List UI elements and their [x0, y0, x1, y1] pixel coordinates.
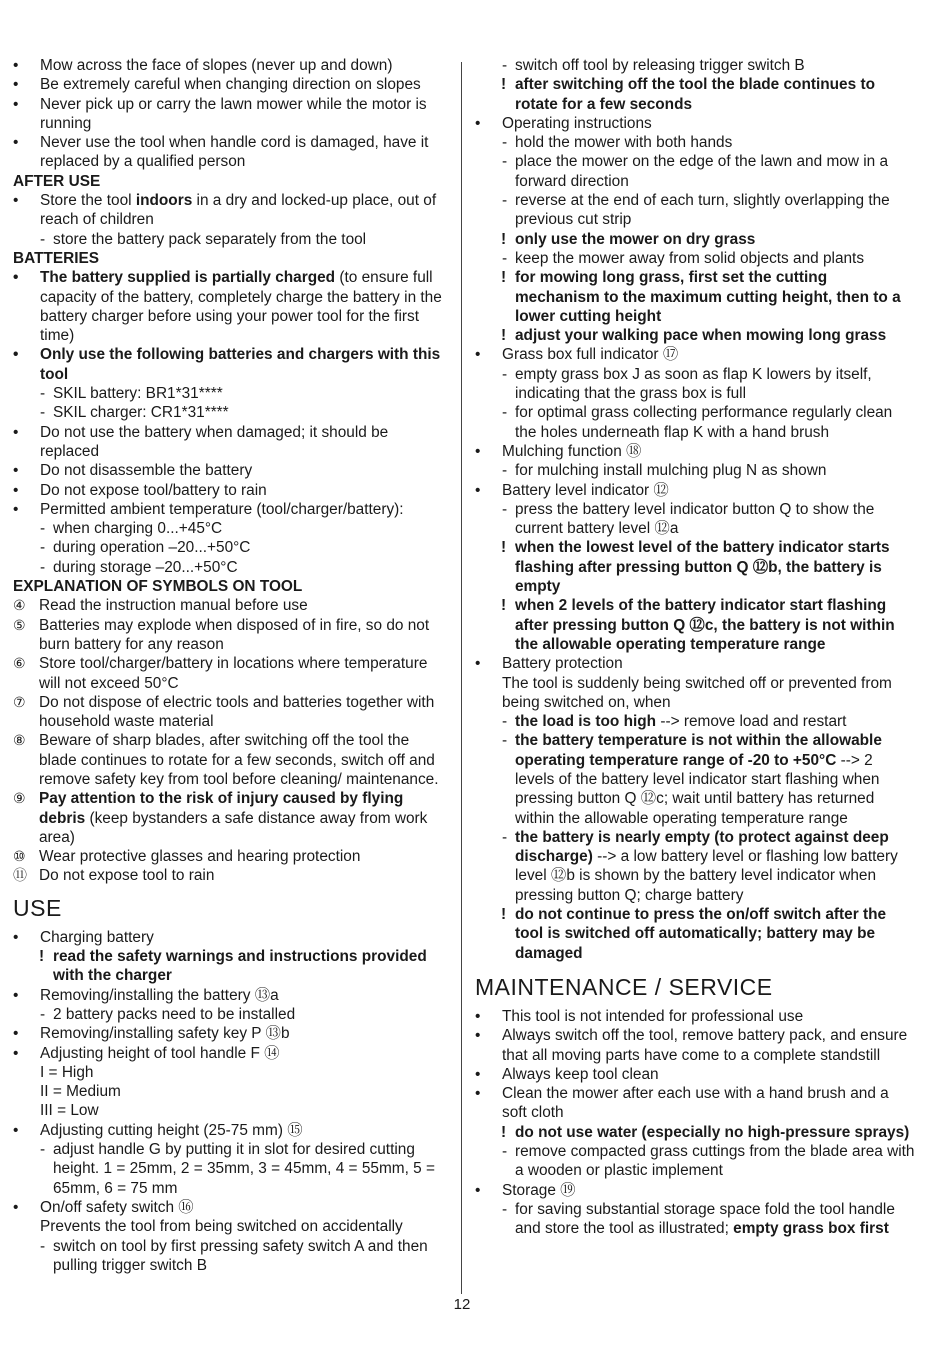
dash-icon: -	[40, 404, 46, 422]
bullet-item	[475, 114, 915, 133]
bullet-icon: •	[13, 1025, 19, 1043]
plain-text: III = Low	[40, 1102, 99, 1120]
bullet-item	[13, 461, 451, 480]
plain-text: Prevents the tool from being switched on accidentally	[40, 1218, 403, 1236]
bullet-icon: •	[475, 442, 481, 460]
dash-icon: -	[40, 520, 46, 538]
bullet-text: Never use the tool when handle cord is damaged, have it replaced by a qualified person	[40, 134, 429, 171]
bullet-item	[13, 345, 451, 384]
symbol-number-icon: ⑦	[13, 693, 26, 710]
bullet-item	[475, 1065, 915, 1084]
symbol-item	[13, 654, 451, 693]
symbol-item	[13, 693, 451, 732]
symbol-number-icon: ⑨	[13, 790, 26, 807]
bullet-text: in a dry and locked-up place, out of reach of children	[40, 192, 437, 229]
bullet-text: This tool is not intended for professional use	[502, 1007, 804, 1025]
dash-item	[475, 461, 915, 480]
bullet-icon: •	[13, 57, 19, 74]
dash-text: keep the mower away from solid objects and plants	[515, 249, 865, 267]
dash-item	[475, 712, 915, 731]
dash-text: switch on tool by first pressing safety switch A and then pulling trigger switch B	[53, 1237, 428, 1274]
dash-text: --> a low battery level or flashing low battery level ⑫b is shown by the battery level indicator when pressing button Q; charge battery	[515, 848, 898, 904]
warning-item	[13, 947, 451, 986]
dash-icon: -	[502, 828, 508, 846]
bold-text: empty grass box first	[733, 1220, 889, 1238]
dash-item	[475, 365, 915, 404]
symbol-number-icon: ⑥	[13, 655, 26, 672]
dash-icon: -	[40, 1141, 46, 1159]
warning-text: do not continue to press the on/off switch after the tool is switched off automatically; battery may be damaged	[515, 906, 887, 962]
dash-text: SKIL battery: BR1*31****	[53, 385, 223, 403]
bullet-text: Mow across the face of slopes (never up and down)	[40, 57, 393, 74]
bullet-item	[13, 56, 451, 75]
bullet-item	[475, 442, 915, 461]
dash-icon: -	[40, 539, 46, 557]
bullet-text: Do not use the battery when damaged; it should be replaced	[40, 423, 389, 460]
symbol-number-icon: ⑤	[13, 616, 26, 633]
dash-text: hold the mower with both hands	[515, 134, 733, 152]
bold-text: the battery temperature is not within the allowable operating temperature range of -20 to +50°C	[515, 732, 882, 769]
bullet-icon: •	[475, 1181, 481, 1199]
bullet-icon: •	[13, 1198, 19, 1216]
bullet-item	[13, 1024, 451, 1043]
bullet-item	[475, 1084, 915, 1123]
dash-item	[475, 1200, 915, 1239]
dash-item	[475, 500, 915, 539]
dash-text: switch off tool by releasing trigger switch B	[515, 57, 805, 74]
warning-text: read the safety warnings and instructions provided with the charger	[53, 948, 427, 985]
bullet-text: (to ensure full capacity of the battery, completely charge the battery in the battery charger before using your power tool for the first time)	[40, 269, 442, 345]
symbol-item	[13, 847, 451, 866]
bullet-item	[13, 928, 451, 947]
bullet-item	[13, 191, 451, 230]
dash-text: place the mower on the edge of the lawn and mow in a forward direction	[515, 153, 889, 190]
right-column	[475, 56, 915, 1239]
symbol-item	[13, 866, 451, 885]
warning-text: for mowing long grass, first set the cutting mechanism to the maximum cutting height, then to a lower cutting height	[515, 269, 901, 325]
dash-text: for optimal grass collecting performance regularly clean the holes underneath flap K with a hand brush	[515, 404, 893, 441]
section-heading-batteries: BATTERIES	[13, 249, 100, 267]
bullet-text: Always switch off the tool, remove battery pack, and ensure that all moving parts have come to a complete standstill	[502, 1027, 908, 1064]
dash-item	[13, 1140, 451, 1198]
bold-text: The battery supplied is partially charged	[40, 269, 336, 287]
warning-text: when the lowest level of the battery indicator starts flashing after pressing button Q ⑫b, the battery is empty	[515, 539, 890, 596]
bullet-icon: •	[13, 481, 19, 499]
symbol-number-icon: ⑪	[13, 867, 27, 884]
symbol-number-icon: ④	[13, 597, 26, 614]
bullet-text: Operating instructions	[502, 114, 652, 132]
exclamation-icon: !	[501, 327, 507, 345]
plain-text: II = Medium	[40, 1083, 121, 1101]
bullet-text: Permitted ambient temperature (tool/charger/battery):	[40, 500, 404, 518]
warning-text: only use the mower on dry grass	[515, 230, 756, 248]
plain-text: The tool is suddenly being switched off or prevented from being switched on, when	[502, 674, 892, 711]
bullet-item	[13, 481, 451, 500]
bullet-icon: •	[13, 95, 19, 113]
dash-item	[13, 519, 451, 538]
dash-item	[13, 230, 451, 249]
symbol-text: Store tool/charger/battery in locations where temperature will not exceed 50°C	[39, 655, 428, 692]
dash-text: for saving substantial storage space fold the tool handle and store the tool as illustrated;	[515, 1200, 895, 1238]
symbol-text: Wear protective glasses and hearing protection	[39, 848, 361, 866]
dash-text: for mulching install mulching plug N as shown	[515, 462, 827, 480]
warning-item	[475, 75, 915, 114]
dash-item	[13, 1237, 451, 1276]
bullet-icon: •	[13, 346, 19, 364]
dash-icon: -	[502, 1143, 508, 1161]
warning-item	[475, 1123, 915, 1142]
bullet-item	[13, 95, 451, 134]
dash-item	[13, 538, 451, 557]
bullet-text: Battery level indicator ⑫	[502, 481, 669, 499]
dash-item	[475, 1142, 915, 1181]
bullet-text: Never pick up or carry the lawn mower while the motor is running	[40, 95, 427, 132]
bold-text: Pay attention to the risk of injury caused by flying debris	[39, 790, 404, 827]
bullet-item	[13, 133, 451, 172]
dash-text: 2 battery packs need to be installed	[53, 1005, 296, 1023]
warning-item	[475, 268, 915, 326]
bullet-item	[13, 75, 451, 94]
bullet-icon: •	[475, 1065, 481, 1083]
bullet-icon: •	[475, 655, 481, 673]
bullet-icon: •	[475, 1085, 481, 1103]
dash-icon: -	[502, 134, 508, 152]
dash-icon: -	[40, 385, 46, 403]
dash-icon: -	[40, 558, 46, 576]
bullet-icon: •	[13, 134, 19, 152]
bullet-text: Grass box full indicator ⑰	[502, 346, 679, 364]
bullet-item	[13, 1121, 451, 1140]
exclamation-icon: !	[501, 906, 507, 924]
bullet-item	[475, 1026, 915, 1065]
bullet-icon: •	[475, 114, 481, 132]
symbol-item	[13, 789, 451, 847]
dash-icon: -	[40, 1237, 46, 1255]
dash-icon: -	[502, 249, 508, 267]
plain-text: I = High	[40, 1063, 94, 1081]
bold-text: the battery is nearly empty (to protect against deep discharge)	[515, 828, 889, 866]
dash-icon: -	[502, 404, 508, 422]
dash-text: SKIL charger: CR1*31****	[53, 404, 229, 422]
exclamation-icon: !	[501, 269, 507, 287]
dash-item	[475, 191, 915, 230]
exclamation-icon: !	[501, 1123, 507, 1141]
bullet-text: Store the tool	[40, 192, 136, 210]
dash-item	[475, 403, 915, 442]
symbol-text: Batteries may explode when disposed of in fire, so do not burn battery for any reason	[39, 616, 430, 653]
dash-item	[475, 56, 915, 75]
bullet-item	[13, 986, 451, 1005]
dash-text: --> remove load and restart	[656, 713, 847, 731]
bullet-text: Storage ⑲	[502, 1181, 576, 1199]
warning-text: adjust your walking pace when mowing long grass	[515, 327, 887, 345]
bullet-text: Adjusting height of tool handle F ⑭	[40, 1044, 280, 1062]
bullet-icon: •	[13, 1044, 19, 1062]
bullet-text: Mulching function ⑱	[502, 442, 642, 460]
dash-item	[13, 1005, 451, 1024]
dash-item	[13, 384, 451, 403]
bullet-text: Battery protection	[502, 655, 623, 673]
dash-text: empty grass box J as soon as flap K lowers by itself, indicating that the grass box is full	[515, 365, 872, 403]
dash-text: remove compacted grass cuttings from the blade area with a wooden or plastic implement	[515, 1143, 915, 1180]
bullet-text: Clean the mower after each use with a hand brush and a soft cloth	[502, 1085, 889, 1122]
bullet-icon: •	[475, 1027, 481, 1045]
dash-text: adjust handle G by putting it in slot for desired cutting height. 1 = 25mm, 2 = 35mm, 3 = 45mm, 4 = 55mm, 5 = 65mm, 6 = 75 mm	[53, 1141, 435, 1197]
dash-icon: -	[502, 500, 508, 518]
bullet-text: Always keep tool clean	[502, 1065, 659, 1083]
bullet-icon: •	[13, 462, 19, 480]
left-column	[13, 56, 451, 1275]
bullet-item	[475, 1007, 915, 1026]
bullet-icon: •	[475, 1007, 481, 1025]
dash-text: store the battery pack separately from the tool	[53, 230, 367, 248]
dash-text: --> 2 levels of the battery level indicator start flashing when pressing button Q ⑫c; wait until battery has returned within the allowable operating temperature range	[515, 751, 880, 827]
bullet-text: Removing/installing the battery ⑬a	[40, 986, 279, 1004]
dash-icon: -	[502, 153, 508, 171]
section-heading-use: USE	[13, 894, 62, 921]
page-number: 12	[453, 1296, 471, 1313]
symbol-item	[13, 731, 451, 789]
bold-text: Only use the following batteries and chargers with this tool	[40, 346, 441, 383]
bullet-icon: •	[13, 928, 19, 946]
column-divider	[461, 62, 462, 1294]
bullet-icon: •	[475, 481, 481, 499]
dash-icon: -	[502, 732, 508, 750]
bullet-icon: •	[13, 269, 19, 287]
symbol-text: (keep bystanders a safe distance away from work area)	[39, 809, 428, 846]
dash-text: reverse at the end of each turn, slightly overlapping the previous cut strip	[515, 192, 890, 229]
symbol-number-icon: ⑧	[13, 732, 26, 749]
warning-item	[475, 538, 915, 596]
symbol-text: Read the instruction manual before use	[39, 597, 308, 615]
dash-text: during operation –20...+50°C	[53, 539, 251, 557]
dash-icon: -	[502, 192, 508, 210]
dash-item	[13, 558, 451, 577]
bullet-text: On/off safety switch ⑯	[40, 1198, 194, 1216]
warning-item	[475, 596, 915, 654]
bullet-text: Adjusting cutting height (25-75 mm) ⑮	[40, 1121, 303, 1139]
bullet-text: Do not expose tool/battery to rain	[40, 481, 267, 499]
bullet-item	[13, 268, 451, 345]
bullet-item	[13, 500, 451, 519]
bullet-text: Be extremely careful when changing direction on slopes	[40, 76, 421, 94]
dash-text: press the battery level indicator button Q to show the current battery level ⑫a	[515, 500, 875, 538]
section-heading-maintenance: MAINTENANCE / SERVICE	[475, 973, 773, 1000]
bullet-item	[13, 423, 451, 462]
dash-icon: -	[40, 230, 46, 248]
dash-icon: -	[502, 713, 508, 731]
warning-text: when 2 levels of the battery indicator start flashing after pressing button Q ⑫c, the battery is not within the allowable operating temperature range	[515, 597, 895, 653]
dash-item	[475, 731, 915, 827]
bullet-icon: •	[13, 423, 19, 441]
exclamation-icon: !	[501, 230, 507, 248]
section-heading-symbols: EXPLANATION OF SYMBOLS ON TOOL	[13, 578, 303, 596]
dash-text: when charging 0...+45°C	[53, 520, 223, 538]
dash-icon: -	[40, 1005, 46, 1023]
bullet-item	[13, 1198, 451, 1217]
symbol-number-icon: ⑩	[13, 848, 26, 865]
bullet-icon: •	[13, 986, 19, 1004]
dash-icon: -	[502, 462, 508, 480]
dash-icon: -	[502, 365, 508, 383]
dash-text: during storage –20...+50°C	[53, 558, 238, 576]
exclamation-icon: !	[501, 597, 507, 615]
section-heading-after-use: AFTER USE	[13, 172, 101, 190]
bullet-item	[13, 1044, 451, 1063]
exclamation-icon: !	[501, 539, 507, 557]
dash-item	[475, 249, 915, 268]
symbol-item	[13, 616, 451, 655]
dash-icon: -	[502, 57, 508, 74]
symbol-text: Beware of sharp blades, after switching off the tool the blade continues to rotate for a few seconds, switch off and remove safety key from tool before cleaning/ maintenance.	[39, 732, 439, 788]
bullet-icon: •	[13, 76, 19, 94]
exclamation-icon: !	[501, 76, 507, 94]
dash-item	[13, 403, 451, 422]
bullet-text: Do not disassemble the battery	[40, 462, 253, 480]
dash-icon: -	[502, 1200, 508, 1218]
warning-item	[475, 905, 915, 963]
bold-text: indoors	[135, 192, 193, 210]
bullet-icon: •	[13, 1121, 19, 1139]
bullet-icon: •	[475, 346, 481, 364]
warning-item	[475, 326, 915, 345]
bullet-text: Removing/installing safety key P ⑬b	[40, 1025, 290, 1043]
dash-item	[475, 152, 915, 191]
bullet-item	[475, 1181, 915, 1200]
dash-item	[475, 133, 915, 152]
bullet-item	[475, 481, 915, 500]
bullet-icon: •	[13, 192, 19, 210]
bullet-text: Charging battery	[40, 928, 154, 946]
symbol-text: Do not expose tool to rain	[39, 867, 215, 885]
dash-item	[475, 828, 915, 905]
bullet-item	[475, 345, 915, 364]
symbol-text: Do not dispose of electric tools and batteries together with household waste material	[39, 693, 435, 731]
exclamation-icon: !	[39, 948, 45, 966]
warning-text: after switching off the tool the blade continues to rotate for a few seconds	[515, 76, 875, 113]
warning-text: do not use water (especially no high-pressure sprays)	[515, 1123, 910, 1141]
bullet-item	[475, 654, 915, 673]
bold-text: the load is too high	[515, 713, 657, 731]
bullet-icon: •	[13, 500, 19, 518]
warning-item	[475, 230, 915, 249]
symbol-item	[13, 596, 451, 615]
